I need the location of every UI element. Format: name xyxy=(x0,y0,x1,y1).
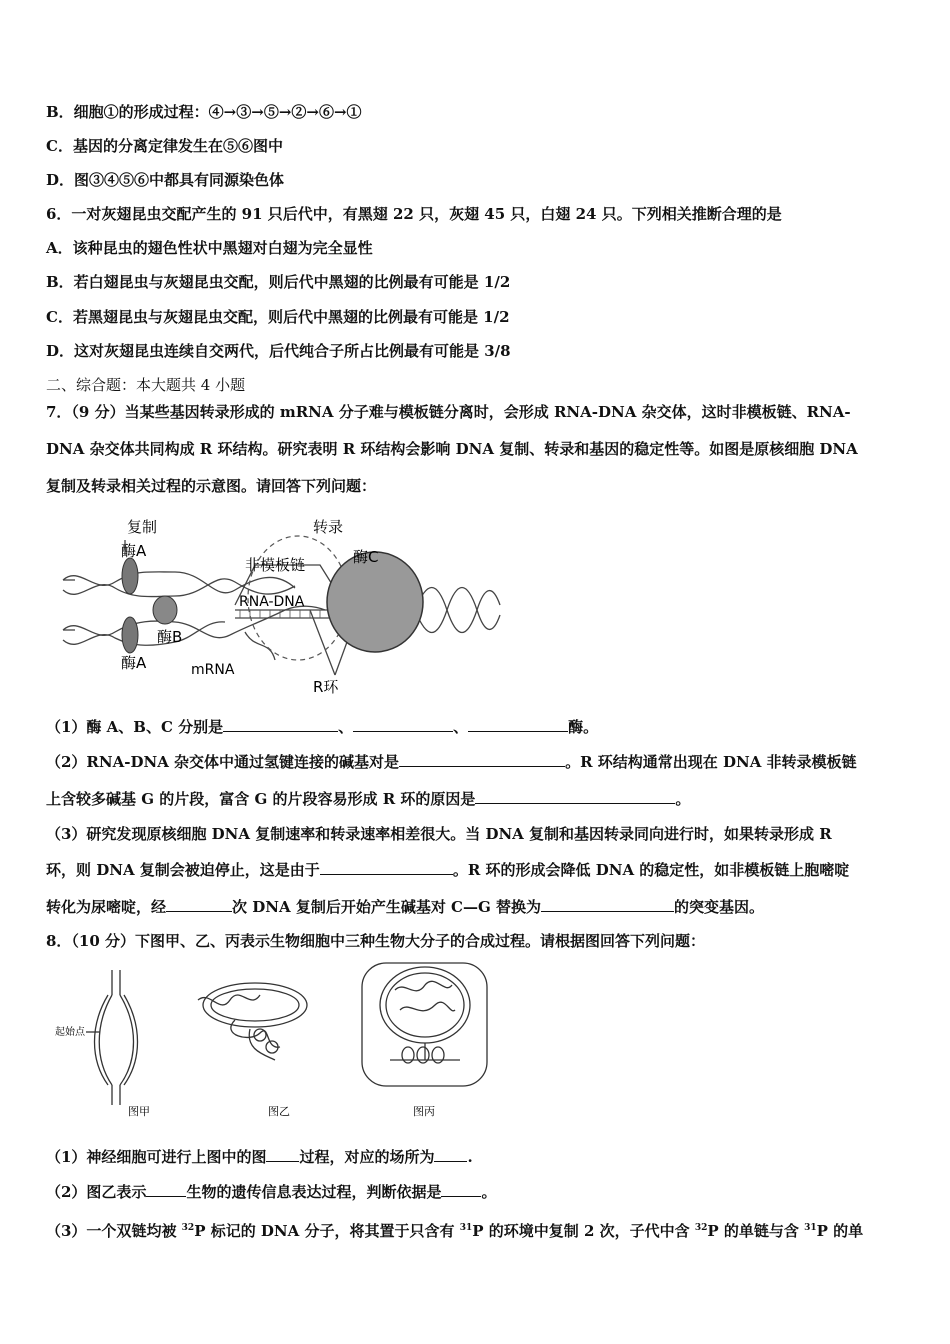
q7-subquestion-3-line2: 环，则 DNA 复制会被迫停止，这是由于 。R 环的形成会降低 DNA 的稳定性，如非模板链上胞嘧啶 xyxy=(46,861,850,879)
q7-stem-line3: 复制及转录相关过程的示意图。请回答下列问题： xyxy=(46,477,377,495)
q7-subquestion-1: （1）酶 A、B、C 分别是 、 、 酶。 xyxy=(46,718,599,736)
q7-stem-line2: DNA 杂交体共同构成 R 环结构。研究表明 R 环结构会影响 DNA 复制、转录和基因的稳定性等。如图是原核细胞 DNA xyxy=(46,440,858,458)
label-fuzhi: 复制 xyxy=(127,518,158,536)
q5-option-b: B．细胞①的形成过程：④→③→⑤→②→⑥→① xyxy=(46,103,362,121)
label-enzyme-c: 酶C xyxy=(353,548,379,566)
q8-stem: 8．（10 分）下图甲、乙、丙表示生物细胞中三种生物大分子的合成过程。请根据图回答下列问题： xyxy=(46,932,706,950)
q6-option-b: B．若白翅昆虫与灰翅昆虫交配，则后代中黑翅的比例最有可能是 1/2 xyxy=(46,273,511,291)
q8-subquestion-2: （2）图乙表示 生物的遗传信息表达过程，判断依据是 。 xyxy=(46,1183,497,1201)
label-mrna: mRNA xyxy=(191,662,235,678)
label-origin: 起始点 xyxy=(55,1027,85,1038)
q6-stem: 6．一对灰翅昆虫交配产生的 91 只后代中，有黑翅 22 只，灰翅 45 只，白翅 24 只。下列相关推断合理的是 xyxy=(46,205,782,223)
q7-subquestion-3-line3: 转化为尿嘧啶，经 次 DNA 复制后开始产生碱基对 C—G 替换为 的突变基因。 xyxy=(46,898,765,916)
answer-blank[interactable] xyxy=(320,860,453,875)
q6-option-c: C．若黑翅昆虫与灰翅昆虫交配，则后代中黑翅的比例最有可能是 1/2 xyxy=(46,308,510,326)
answer-blank[interactable] xyxy=(434,1147,467,1162)
answer-blank[interactable] xyxy=(223,717,338,732)
label-enzyme-a-top: 酶A xyxy=(121,542,147,560)
answer-blank[interactable] xyxy=(399,752,565,767)
answer-blank[interactable] xyxy=(475,789,675,804)
label-r-loop: R环 xyxy=(313,678,339,696)
answer-blank[interactable] xyxy=(468,717,568,732)
label-rna-dna: RNA-DNA xyxy=(239,594,305,610)
label-fig-yi: 图乙 xyxy=(268,1105,290,1118)
q6-option-a: A．该种昆虫的翅色性状中黑翅对白翅为完全显性 xyxy=(46,239,373,257)
label-enzyme-a-bottom: 酶A xyxy=(121,654,147,672)
section-heading: 二、综合题：本大题共 4 小题 xyxy=(46,376,246,394)
q5-option-c: C．基因的分离定律发生在⑤⑥图中 xyxy=(46,137,283,155)
label-fig-bing: 图丙 xyxy=(413,1105,435,1118)
q7-subquestion-3-line1: （3）研究发现原核细胞 DNA 复制速率和转录速率相差很大。当 DNA 复制和基因转录同向进行时，如果转录形成 R xyxy=(46,825,832,843)
answer-blank[interactable] xyxy=(441,1182,481,1197)
q8-figure-synthesis-processes xyxy=(50,955,500,1125)
answer-blank[interactable] xyxy=(146,1182,186,1197)
q7-subquestion-2-line2: 上含较多碱基 G 的片段，富含 G 的片段容易形成 R 环的原因是 。 xyxy=(46,790,691,808)
q8-subquestion-3: （3）一个双链均被 $^{32}$P 标记的 DNA 分子，将其置于只含有 $^{31}$P 的环境中复制 2 次，子代中含 $^{32}$P 的单链与含 $^{31}$P 的单 xyxy=(46,1222,864,1240)
label-enzyme-b: 酶B xyxy=(157,628,183,646)
answer-blank[interactable] xyxy=(266,1147,299,1162)
answer-blank[interactable] xyxy=(353,717,453,732)
label-zhuanlu: 转录 xyxy=(313,518,344,536)
label-fig-jia: 图甲 xyxy=(128,1105,150,1118)
q6-option-d: D．这对灰翅昆虫连续自交两代，后代纯合子所占比例最有可能是 3/8 xyxy=(46,342,511,360)
label-non-template-strand: 非模板链 xyxy=(245,556,306,574)
q7-figure-r-loop-diagram xyxy=(55,510,505,700)
q7-subquestion-2-line1: （2）RNA-DNA 杂交体中通过氢键连接的碱基对是 。R 环结构通常出现在 DNA 非转录模板链 xyxy=(46,753,857,771)
q8-subquestion-1: （1）神经细胞可进行上图中的图 过程，对应的场所为 . xyxy=(46,1148,473,1166)
answer-blank[interactable] xyxy=(166,897,232,912)
q7-stem-line1: 7．（9 分）当某些基因转录形成的 mRNA 分子难与模板链分离时，会形成 RNA-DNA 杂交体，这时非模板链、RNA- xyxy=(46,403,851,421)
q5-option-d: D．图③④⑤⑥中都具有同源染色体 xyxy=(46,171,285,189)
answer-blank[interactable] xyxy=(541,897,674,912)
